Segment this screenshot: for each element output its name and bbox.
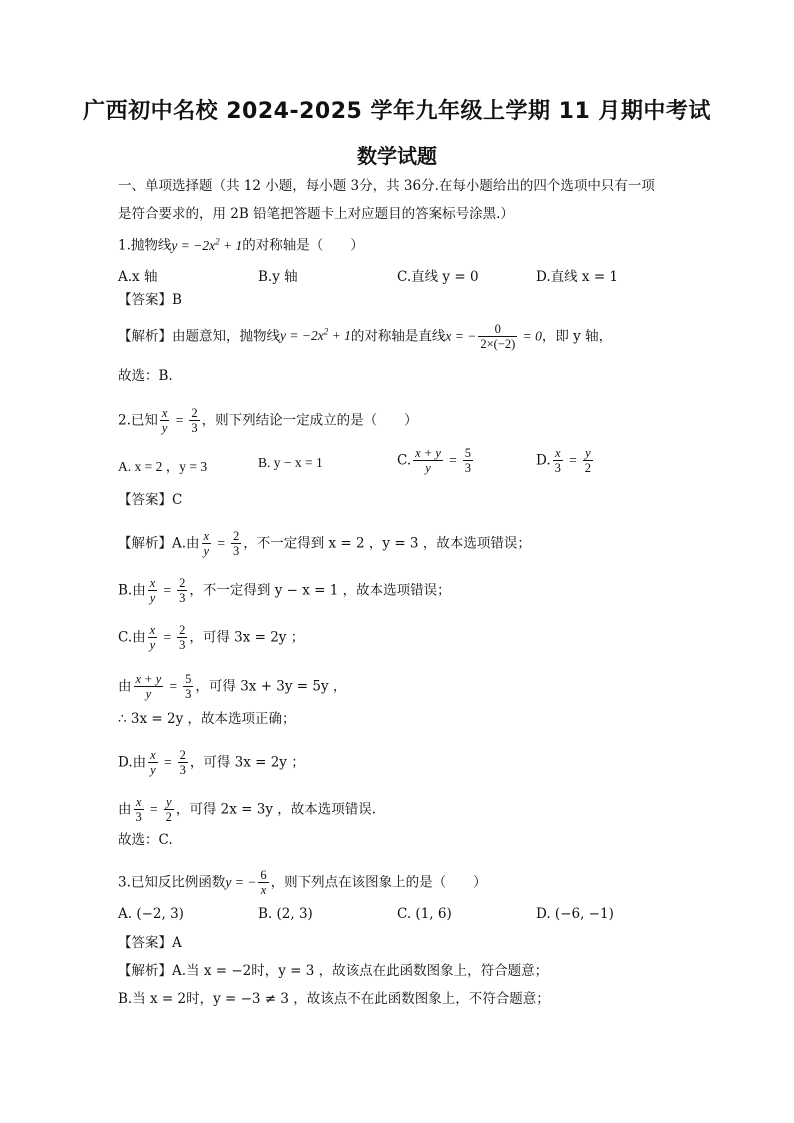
q2-analysis-c2-rden: 3 bbox=[185, 687, 192, 702]
q2-analysis-c-prefix: C.由 bbox=[118, 629, 146, 646]
q2-analysis-c-rden: 3 bbox=[179, 638, 186, 653]
q2-analysis-d2-rden: 2 bbox=[165, 810, 172, 825]
q1-stem-expr-exp: 2 bbox=[215, 236, 220, 246]
q1-analysis-fraction bbox=[478, 322, 517, 352]
q2-analysis-a-prefix: 【解析】A.由 bbox=[118, 535, 200, 552]
q1-option-a: A.x 轴 bbox=[118, 269, 158, 285]
q3-stem-frac-den: x bbox=[260, 883, 267, 898]
q2-analysis-d-suffix: ，可得 3x = 2y ； bbox=[189, 754, 305, 771]
q2-option-c-eq: = bbox=[444, 452, 461, 468]
q2-analysis-c2-suffix: ，可得 3x + 3y = 5y ， bbox=[195, 678, 347, 695]
q2-option-d-num: x bbox=[553, 446, 563, 461]
q2-option-d-rden: 2 bbox=[584, 461, 592, 476]
q2-analysis-c bbox=[118, 623, 304, 653]
q2-analysis-d2-prefix: 由 bbox=[118, 801, 132, 818]
q2-analysis-b-rden: 3 bbox=[179, 591, 186, 606]
q1-analysis-expression bbox=[280, 328, 351, 343]
q2-analysis-b bbox=[118, 576, 451, 606]
q1-stem bbox=[118, 237, 364, 253]
q2-stem-prefix: 2.已知 bbox=[118, 412, 158, 429]
q2-analysis-a bbox=[118, 529, 531, 559]
q2-stem bbox=[118, 406, 418, 436]
q1-option-b: B.y 轴 bbox=[258, 269, 298, 285]
q2-analysis-b-rnum: 2 bbox=[179, 576, 186, 590]
q2-analysis-d2-suffix: ，可得 2x = 3y ，故本选项错误. bbox=[175, 801, 377, 818]
q2-analysis-a-frac-right bbox=[231, 529, 241, 559]
q2-stem-frac2-den: 3 bbox=[191, 421, 198, 436]
q1-analysis-expr-tail: + 1 bbox=[328, 328, 351, 344]
q2-analysis-c2-frac-left bbox=[134, 672, 164, 702]
q1-analysis-mid: 的对称轴是直线 bbox=[350, 328, 446, 345]
q3-option-b: B. (2, 3) bbox=[258, 906, 313, 922]
q3-stem-fraction bbox=[258, 868, 268, 898]
q2-analysis-d-num: x bbox=[150, 748, 156, 762]
q2-analysis-b-suffix: ，不一定得到 y − x = 1 ，故本选项错误； bbox=[189, 582, 451, 599]
q2-conclusion: 故选：C. bbox=[118, 832, 173, 848]
q1-stem-suffix: 的对称轴是（ ） bbox=[242, 237, 364, 254]
q3-analysis-b: B.当 x = 2时，y = −3 ≠ 3 ，故该点不在此函数图象上，不符合题意； bbox=[118, 991, 550, 1007]
q3-analysis-a: 【解析】A.当 x = −2时，y = 3 ，故该点在此函数图象上，符合题意； bbox=[118, 963, 549, 979]
q2-option-c-fraction-right bbox=[463, 446, 473, 476]
q2-analysis-c-eq: = bbox=[159, 629, 176, 645]
q1-analysis-suffix: ，即 y 轴， bbox=[541, 328, 613, 345]
q3-answer: 【答案】A bbox=[118, 935, 182, 951]
q3-stem-expression: y = − bbox=[225, 874, 257, 890]
q2-option-d-fraction-right bbox=[583, 446, 593, 476]
q2-analysis-c-den: y bbox=[149, 638, 156, 653]
q2-stem-frac-den: y bbox=[161, 421, 168, 436]
q3-option-a: A. (−2, 3) bbox=[118, 906, 184, 922]
q2-analysis-d2-eq: = bbox=[145, 801, 162, 817]
q2-option-c-fraction-left bbox=[413, 446, 443, 476]
q1-stem-expr-base: y = −2x bbox=[171, 237, 216, 253]
q1-analysis-prefix: 【解析】由题意知，抛物线 bbox=[118, 328, 280, 345]
q3-stem-prefix: 3.已知反比例函数 bbox=[118, 874, 226, 891]
q2-analysis-d-frac-left bbox=[148, 748, 158, 778]
q2-analysis-c-num: x bbox=[149, 623, 156, 637]
q2-analysis-d2-frac-right bbox=[164, 795, 174, 825]
q2-analysis-c-rnum: 2 bbox=[179, 623, 186, 637]
q2-analysis-d-prefix: D.由 bbox=[118, 754, 147, 771]
q2-stem-eq: = bbox=[171, 412, 188, 428]
q1-stem-expr-tail: + 1 bbox=[219, 237, 243, 253]
q2-option-d bbox=[536, 446, 595, 476]
q2-analysis-c-suffix: ，可得 3x = 2y ； bbox=[189, 629, 305, 646]
q3-stem-frac-num: 6 bbox=[260, 868, 267, 882]
q2-analysis-a-eq: = bbox=[213, 535, 229, 551]
q2-analysis-d bbox=[118, 748, 305, 778]
q2-option-c-num: x + y bbox=[415, 446, 441, 460]
q2-analysis-b-frac-left bbox=[148, 576, 158, 606]
q2-stem-frac2-num: 2 bbox=[191, 406, 198, 420]
page-title: 广西初中名校 2024-2025 学年九年级上学期 11 月期中考试 bbox=[83, 99, 711, 124]
q2-option-c-label: C. bbox=[397, 452, 412, 469]
q2-analysis-d2-rnum: y bbox=[164, 795, 174, 810]
q1-analysis-expr-exp: 2 bbox=[323, 326, 329, 337]
q1-analysis-x: x = − bbox=[445, 328, 477, 344]
q1-option-d: D.直线 x = 1 bbox=[536, 269, 619, 285]
q2-analysis-a-frac-left bbox=[202, 529, 212, 559]
section-instruction-line-1: 一、单项选择题（共 12 小题，每小题 3分，共 36分.在每小题给出的四个选项中只有一项 bbox=[118, 178, 655, 194]
q2-analysis-a-den: y bbox=[203, 544, 210, 559]
q2-analysis-d-frac-right bbox=[178, 748, 188, 778]
q2-option-a: A. x = 2 ，y = 3 bbox=[118, 459, 208, 474]
q3-stem bbox=[118, 868, 487, 898]
q2-option-d-label: D. bbox=[536, 452, 551, 469]
q2-analysis-b-prefix: B.由 bbox=[118, 582, 146, 599]
q2-option-c-den: y bbox=[425, 461, 431, 476]
q3-option-d: D. (−6, −1) bbox=[536, 906, 614, 922]
q2-analysis-c2 bbox=[118, 672, 346, 702]
q2-analysis-a-num: x bbox=[203, 529, 210, 543]
q2-analysis-d-eq: = bbox=[159, 754, 176, 770]
q2-option-b: B. y − x = 1 bbox=[258, 455, 323, 470]
q1-stem-prefix: 1.抛物线 bbox=[118, 237, 172, 254]
q2-analysis-a-rnum: 2 bbox=[232, 529, 240, 543]
q2-analysis-c2-rnum: 5 bbox=[185, 672, 192, 686]
q1-conclusion: 故选：B. bbox=[118, 368, 173, 384]
q1-answer: 【答案】B bbox=[118, 292, 182, 308]
q2-analysis-c2-den: y bbox=[145, 687, 152, 702]
q2-option-d-rnum: y bbox=[583, 446, 593, 461]
q1-fraction-numerator: 0 bbox=[478, 322, 517, 337]
q2-analysis-c2-eq: = bbox=[165, 678, 182, 694]
q3-stem-suffix: ，则下列点在该图象上的是（ ） bbox=[270, 874, 487, 891]
q2-stem-suffix: ，则下列结论一定成立的是（ ） bbox=[201, 412, 418, 429]
q2-analysis-b-den: y bbox=[149, 591, 156, 606]
q2-analysis-c-frac-left bbox=[148, 623, 158, 653]
q2-analysis-a-rden: 3 bbox=[232, 544, 240, 559]
q2-analysis-b-num: x bbox=[149, 576, 156, 590]
q1-analysis bbox=[118, 322, 612, 352]
q2-analysis-a-suffix: ，不一定得到 x = 2 ，y = 3 ，故本选项错误； bbox=[243, 535, 531, 552]
q2-option-d-den: 3 bbox=[554, 461, 561, 476]
q2-option-c-rnum: 5 bbox=[464, 446, 472, 460]
q2-analysis-d-rden: 3 bbox=[179, 763, 186, 778]
q2-option-d-fraction-left bbox=[553, 446, 563, 476]
q2-analysis-c-frac-right bbox=[177, 623, 187, 653]
q1-fraction-denominator: 2×(−2) bbox=[480, 337, 516, 352]
q2-analysis-d2-num: x bbox=[134, 795, 144, 810]
q2-analysis-d2 bbox=[118, 795, 376, 825]
q2-analysis-d2-frac-left bbox=[134, 795, 144, 825]
q2-analysis-therefore: ∴ 3x = 2y ，故本选项正确； bbox=[118, 711, 296, 727]
q1-analysis-expr-base: y = −2x bbox=[280, 328, 324, 344]
q1-analysis-eq: = 0 bbox=[519, 328, 542, 344]
q2-analysis-b-eq: = bbox=[159, 582, 176, 598]
q3-option-c: C. (1, 6) bbox=[397, 906, 452, 922]
page-subtitle: 数学试题 bbox=[357, 144, 437, 168]
q1-option-c: C.直线 y = 0 bbox=[397, 269, 479, 285]
q2-option-d-eq: = bbox=[564, 452, 581, 468]
q2-stem-fraction-right bbox=[189, 406, 199, 436]
q2-analysis-c2-prefix: 由 bbox=[118, 678, 132, 695]
q2-option-c-rden: 3 bbox=[464, 461, 472, 476]
q2-option-c bbox=[397, 446, 475, 476]
section-instruction-line-2: 是符合要求的，用 2B 铅笔把答题卡上对应题目的答案标号涂黑.） bbox=[118, 206, 514, 222]
q2-analysis-d-rnum: 2 bbox=[179, 748, 186, 762]
q2-analysis-c2-frac-right bbox=[183, 672, 193, 702]
q2-analysis-d-den: y bbox=[150, 763, 156, 778]
q2-stem-frac-num: x bbox=[161, 406, 168, 420]
q2-analysis-d2-den: 3 bbox=[135, 810, 142, 825]
q2-stem-fraction-left bbox=[160, 406, 170, 436]
q2-analysis-c2-num: x + y bbox=[135, 672, 162, 686]
q2-answer: 【答案】C bbox=[118, 492, 183, 508]
q2-analysis-b-frac-right bbox=[177, 576, 187, 606]
q1-stem-expression bbox=[171, 238, 242, 253]
